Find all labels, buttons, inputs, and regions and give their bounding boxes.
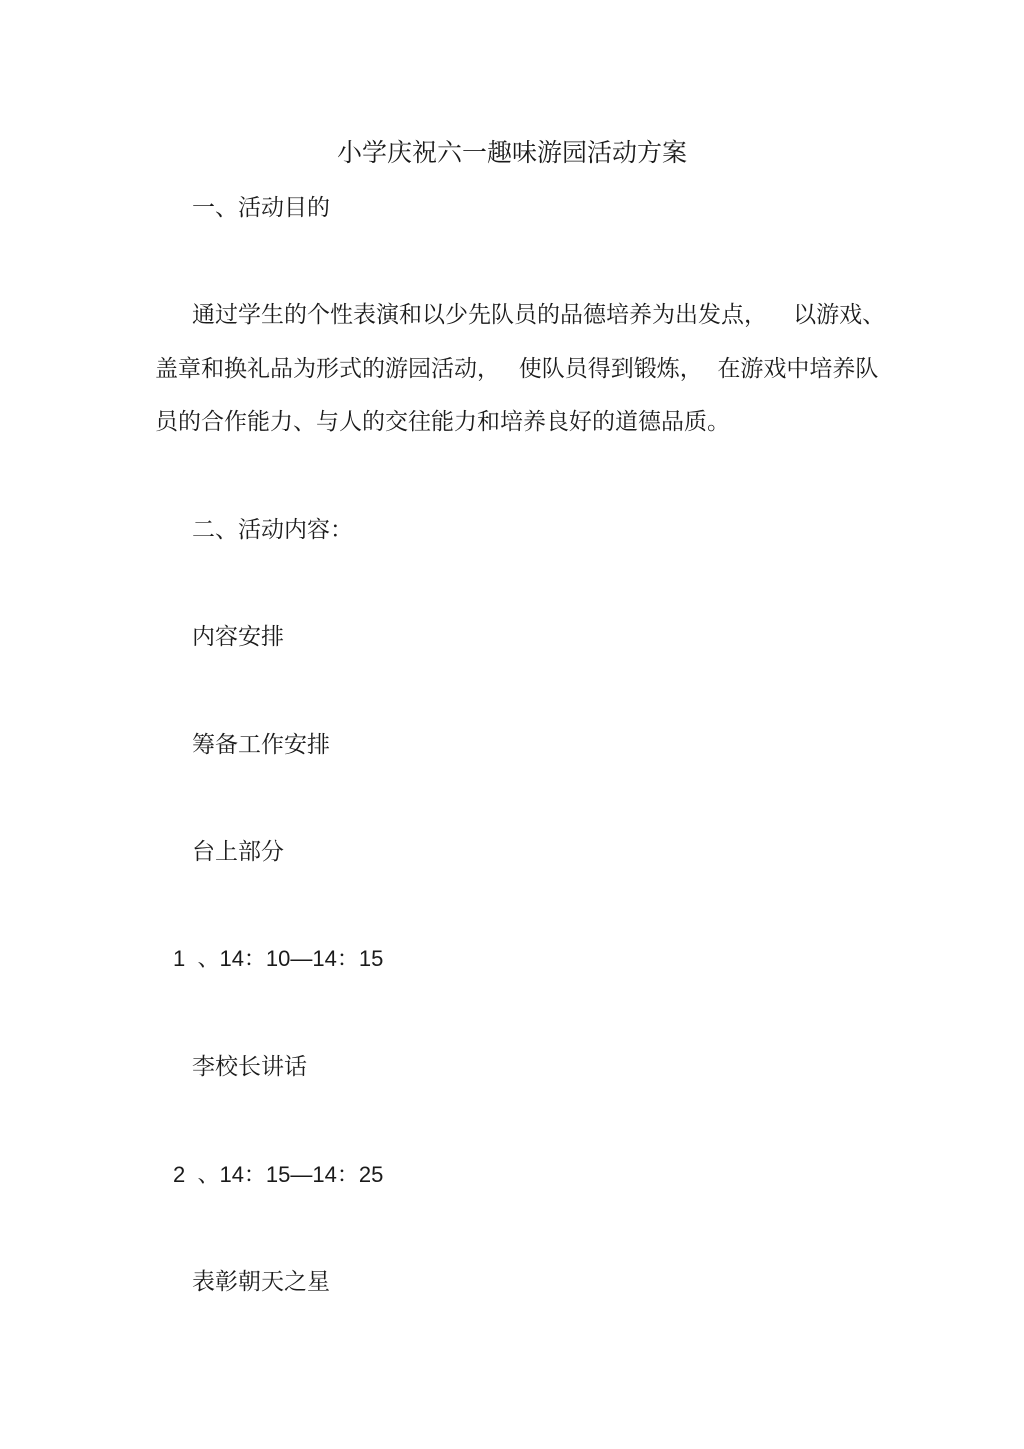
- paragraph-line-2: 盖章和换礼品为形式的游园活动， 使队员得到锻炼， 在游戏中培养队: [155, 356, 879, 382]
- preparation-label: 筹备工作安排: [192, 732, 330, 758]
- schedule-time-1: 1 、14：10—14：15: [173, 946, 384, 971]
- paragraph-line-3: 员的合作能力、与人的交往能力和培养良好的道德品质。: [155, 409, 730, 435]
- content-arrangement-label: 内容安排: [192, 624, 284, 650]
- paragraph-line-1: 通过学生的个性表演和以少先队员的品德培养为出发点， 以游戏、: [192, 302, 886, 328]
- schedule-activity-2: 表彰朝天之星: [192, 1269, 330, 1295]
- section-heading-purpose: 一、活动目的: [192, 195, 330, 221]
- section-heading-content: 二、活动内容：: [192, 517, 353, 543]
- stage-part-label: 台上部分: [192, 839, 284, 865]
- document-title: 小学庆祝六一趣味游园活动方案: [336, 138, 687, 167]
- schedule-activity-1: 李校长讲话: [192, 1054, 307, 1080]
- schedule-time-2: 2 、14：15—14：25: [173, 1162, 384, 1187]
